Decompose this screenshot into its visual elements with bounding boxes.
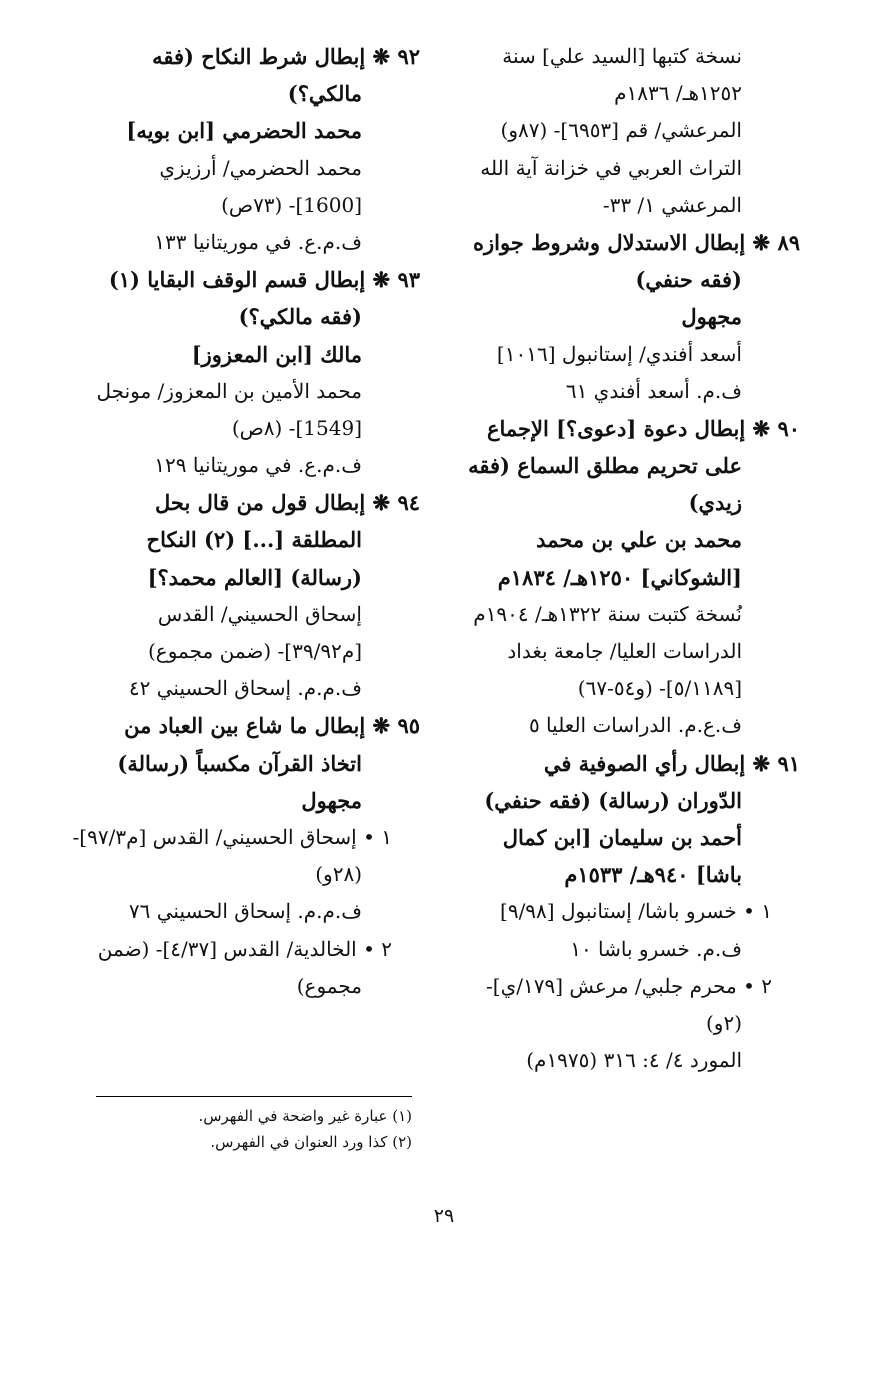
text-line: المرعشي/ قم [٦٩٥٣]- (٨٧و) — [500, 118, 742, 143]
text-line: ١٢٥٢هـ/ ١٨٣٦م — [614, 81, 742, 106]
text-line: [م٣٩/٩٢]- (ضمن مجموع) — [147, 639, 362, 663]
text-line: ١ • إسحاق الحسيني/ القدس [م٩٧/٣]- — [72, 824, 392, 849]
text-line: نسخة كتبها [السيد علي] سنة — [502, 44, 742, 68]
text-line: (فقه حنفي) — [635, 267, 742, 293]
text-line: مجهول — [681, 304, 742, 330]
text-line: محمد بن علي بن محمد — [536, 527, 742, 553]
entry-title-line: ٩١ ❋ إبطال رأي الصوفية في — [543, 750, 800, 776]
text-line: (٢و) — [705, 1010, 742, 1035]
text-line: محمد الحضرمي [ابن بويه] — [126, 118, 362, 144]
footnote-1: (١) عبارة غير واضحة في الفهرس. — [198, 1107, 412, 1125]
text-line: على تحريم مطلق السماع (فقه — [468, 453, 742, 479]
text-line: [1600]- (٧٣ص) — [221, 192, 362, 217]
text-line: مجموع) — [296, 973, 362, 998]
entry-title-line: ٩٢ ❋ إبطال شرط النكاح (فقه — [152, 44, 420, 69]
text-line: المطلقة [...] (٢) النكاح — [146, 527, 362, 553]
text-line: (٢٨و) — [315, 862, 362, 887]
text-line: محمد الحضرمي/ أرزيزي — [159, 155, 362, 180]
text-line: مالكي؟) — [287, 81, 362, 107]
text-line: اتخاذ القرآن مكسباً (رسالة) — [117, 750, 362, 776]
text-line: مالك [ابن المعزوز] — [191, 341, 362, 367]
entry-title-line: ٩٥ ❋ إبطال ما شاع بين العباد من — [124, 713, 420, 739]
entry-title-line: ٩٣ ❋ إبطال قسم الوقف البقايا (١) — [108, 267, 420, 293]
text-line: ف.م. أسعد أفندي ٦١ — [565, 378, 742, 403]
text-line: [الشوكاني] ١٢٥٠هـ/ ١٨٣٤م — [497, 564, 742, 590]
text-line: [٥/١١٨٩]- (و٥٤-٦٧) — [577, 676, 742, 701]
footnote-2: (٢) كذا ورد العنوان في الفهرس. — [210, 1133, 412, 1151]
text-line: زيدي) — [688, 490, 742, 516]
page-number: ٢٩ — [433, 1205, 455, 1227]
text-line: أسعد أفندي/ إستانبول [١٠١٦] — [496, 341, 742, 366]
right-column — [455, 38, 800, 1079]
text-line: ف.م.م. إسحاق الحسيني ٧٦ — [128, 899, 362, 924]
text-line: محمد الأمين بن المعزوز/ مونجل — [96, 378, 362, 403]
text-line: الدراسات العليا/ جامعة بغداد — [507, 639, 742, 663]
text-line: المورد ٤/ ٤: ٣١٦ (١٩٧٥م) — [526, 1048, 742, 1073]
text-line: [1549]- (٨ص) — [231, 415, 362, 440]
text-line: التراث العربي في خزانة آية الله — [480, 155, 742, 180]
entry-title-line: ٩٠ ❋ إبطال دعوة [دعوى؟] الإجماع — [486, 415, 800, 441]
text-line: أحمد بن سليمان [ابن كمال — [502, 824, 742, 850]
footnotes — [96, 1096, 412, 1155]
left-column — [70, 38, 420, 1005]
entry-title-line: ٨٩ ❋ إبطال الاستدلال وشروط جوازه — [473, 229, 800, 255]
text-line: ٢ • الخالدية/ القدس [٤/٣٧]- (ضمن — [97, 936, 392, 961]
text-line: ٢ • محرم جلبي/ مرعش [١٧٩/ي]- — [486, 973, 772, 998]
text-line: إسحاق الحسيني/ القدس — [157, 601, 362, 626]
text-line: نُسخة كتبت سنة ١٣٢٢هـ/ ١٩٠٤م — [473, 601, 742, 626]
text-line: المرعشي ١/ ٣٣- — [602, 192, 742, 217]
text-line: مجهول — [301, 787, 362, 813]
text-line: (فقه مالكي؟) — [238, 304, 362, 330]
text-line: ف.م.ع. في موريتانيا ١٣٣ — [154, 229, 362, 254]
entry-title-line: ٩٤ ❋ إبطال قول من قال بحل — [155, 490, 420, 516]
text-line: باشا] ٩٤٠هـ/ ١٥٣٣م — [564, 862, 742, 888]
text-line: ف.م. خسرو باشا ١٠ — [570, 936, 742, 961]
text-line: الدّوران (رسالة) (فقه حنفي) — [484, 787, 742, 813]
text-line: ف.م.ع. في موريتانيا ١٢٩ — [154, 453, 362, 478]
text-line: ف.م.م. إسحاق الحسيني ٤٢ — [128, 676, 362, 701]
text-line: ١ • خسرو باشا/ إستانبول [٩/٩٨] — [500, 899, 772, 924]
text-line: ف.ع.م. الدراسات العليا ٥ — [528, 713, 742, 738]
text-line: (رسالة) [العالم محمد؟] — [147, 564, 362, 590]
